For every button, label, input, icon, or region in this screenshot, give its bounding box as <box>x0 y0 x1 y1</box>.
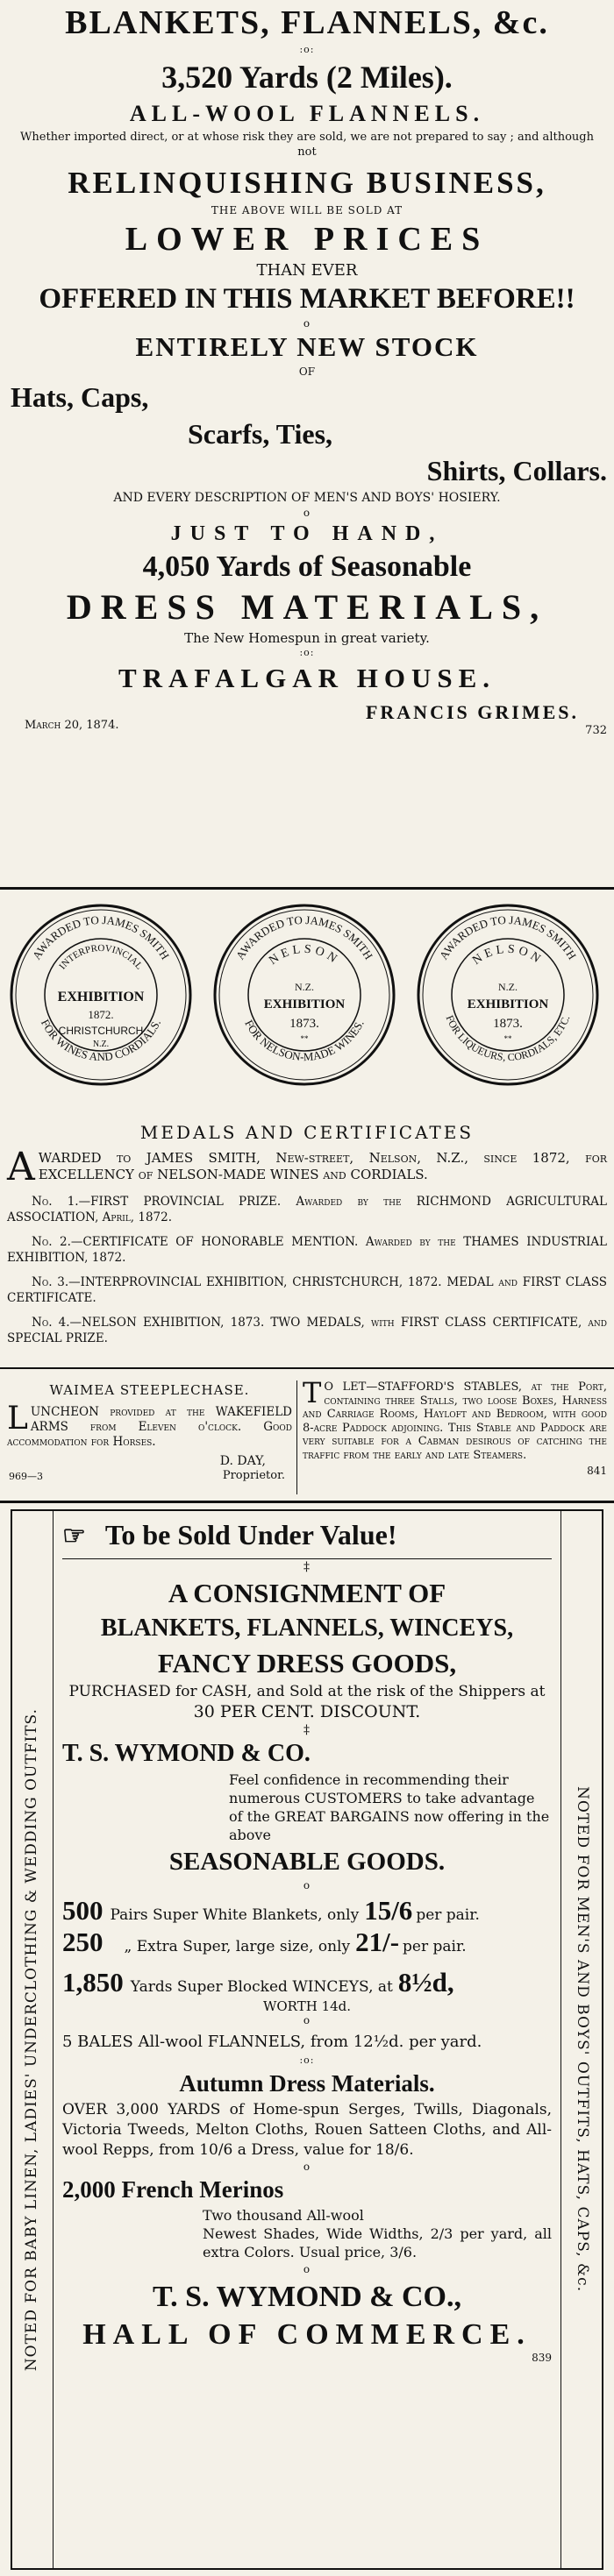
advert-james-smith-medals <box>7 894 607 1364</box>
medal-line1: N.Z. <box>295 981 314 993</box>
dress-materials: DRESS MATERIALS, <box>66 587 548 627</box>
medal-top-text: AWARDED TO JAMES SMITH <box>436 912 580 962</box>
column-divider <box>296 1380 297 1494</box>
medal-line3: 1873. <box>493 1017 523 1031</box>
feel-text: Feel confidence in recommending their numerous CUSTOMERS to take advantage of the GREAT BARGAINS now offering in the above <box>229 1771 550 1843</box>
luncheon-text: UNCHEON provided at the WAKEFIELD ARMS from Eleven o'clock. Good accommodation for Horses. <box>7 1405 292 1449</box>
trafalgar-house: TRAFALGAR HOUSE. <box>118 663 496 693</box>
ornament: o <box>303 317 311 330</box>
medal-line2: EXHIBITION <box>467 997 549 1011</box>
ornament: :o: <box>299 44 315 55</box>
newest-text: Newest Shades, Wide Widths, 2/3 per yard, all extra Colors. Usual price, 3/6. <box>203 2225 552 2260</box>
purchased-text: PURCHASED for CASH, and Sold at the risk of the Shippers at <box>68 1683 546 1700</box>
offered-text: OFFERED IN THIS MARKET BEFORE!! <box>39 283 575 315</box>
main-column <box>53 1511 561 2568</box>
ornament: :o: <box>299 647 315 658</box>
yards-seasonable: 4,050 Yards of Seasonable <box>142 550 472 583</box>
bales-text: 5 BALES All-wool FLANNELS, from 12½d. per yard. <box>62 2033 482 2051</box>
medal-line3: CHRISTCHURCH <box>58 1025 144 1037</box>
medal-nelson-wines <box>212 903 396 1087</box>
medal-mid-text: INTERPROVINCIAL <box>57 942 145 972</box>
ad-number: 841 <box>587 1464 607 1477</box>
medal-bottom-text: FOR WINES AND CORDIALS. <box>38 1017 164 1064</box>
fancy-dress-goods: FANCY DRESS GOODS, <box>157 1648 457 1678</box>
medal-mid-text: NELSON <box>267 942 342 969</box>
ad-number: 839 <box>532 2352 552 2364</box>
luncheon-paragraph <box>7 1401 292 1450</box>
medal-interprovincial <box>9 903 193 1087</box>
ornament: ‡ <box>303 1560 311 1574</box>
autumn-heading: Autumn Dress Materials. <box>179 2070 435 2097</box>
medal-line4: N.Z. <box>92 1040 110 1049</box>
medal-line4: ** <box>503 1034 512 1043</box>
item-price: 21/- <box>355 1927 400 1957</box>
medal-mid-text: NELSON <box>470 942 546 969</box>
medal-bottom-text: FOR NELSON-MADE WINES. <box>242 1018 367 1064</box>
worth-text: WORTH 14d. <box>262 1998 352 2014</box>
advert-waimea-steeplechase <box>7 1380 292 1490</box>
above-text: THE ABOVE WILL BE SOLD AT <box>211 204 403 216</box>
medal-bottom-text: FOR LIQUEURS, CORDIALS, ETC. <box>443 1013 573 1064</box>
proprietor: Proprietor. <box>222 1469 285 1482</box>
seasonable-goods: SEASONABLE GOODS. <box>168 1848 446 1876</box>
discount-text: 30 PER CENT. DISCOUNT. <box>193 1702 421 1721</box>
item-unit: per pair. <box>403 1938 467 1955</box>
just-to-hand: JUST TO HAND, <box>170 522 444 545</box>
to-let-paragraph <box>303 1376 607 1463</box>
awarded-text: WARDED to JAMES SMITH, New-street, Nelson, N.Z., since 1872, for EXCELLENCY of NELSON-MADE WINES and CORDIALS. <box>38 1150 607 1182</box>
signature: D. DAY, <box>219 1454 266 1468</box>
ad-number: 732 <box>585 724 607 737</box>
item-winceys <box>62 1967 552 1998</box>
entirely-new-stock: ENTIRELY NEW STOCK <box>135 331 479 362</box>
advert-to-let-stables <box>303 1376 607 1490</box>
medal-top-text: AWARDED TO JAMES SMITH <box>29 912 173 962</box>
every-description: AND EVERY DESCRIPTION OF MEN'S AND BOYS' HOSIERY. <box>113 491 501 505</box>
ornament: ‡ <box>303 1723 311 1737</box>
item-unit: per pair. <box>416 1906 480 1924</box>
advert-wymond-hall-of-commerce <box>11 1509 603 2570</box>
to-let-text: O LET—STAFFORD'S STABLES, at the Port, containing three Stalls, two loose Boxes, Harness and Carriage Rooms, Hayloft and Bedroom, with good 8-acre Paddock adjoining. This Stable and Paddock are very suitable for a Cabman desirous of catching the traffic from the early and late Steamers. <box>303 1380 607 1462</box>
item-desc: Yards Super Blocked WINCEYS, at <box>130 1978 393 1996</box>
medal-line3: 1873. <box>289 1017 319 1031</box>
item-blankets-500 <box>62 1895 552 1927</box>
whether-text: Whether imported direct, or at whose risk they are sold, we are not prepared to say ; and although not <box>20 131 594 159</box>
item-qty: 500 <box>62 1895 104 1926</box>
item-price: 15/6 <box>364 1895 413 1926</box>
medal-line1: EXHIBITION <box>57 990 145 1004</box>
advert-trafalgar-house <box>7 0 607 887</box>
shirts-collars: Shirts, Collars. <box>426 455 607 486</box>
ornament: o <box>303 2263 311 2275</box>
medal-line2: 1872. <box>88 1008 114 1021</box>
yards-heading: 3,520 Yards (2 Miles). <box>161 60 453 95</box>
ornament: o <box>303 507 311 519</box>
lower-prices: LOWER PRICES <box>125 221 489 258</box>
medal-nelson-liqueurs <box>416 903 600 1087</box>
medal-top-text: AWARDED TO JAMES SMITH <box>232 912 376 962</box>
item-qty: 250 <box>62 1927 104 1957</box>
pointing-hand-icon: ☞ <box>62 1522 86 1551</box>
medal-line2: EXHIBITION <box>263 997 346 1011</box>
divider <box>0 1367 614 1369</box>
over-text: OVER 3,000 YARDS of Home-spun Serges, Twills, Diagonals, Victoria Tweeds, Melton Cloths, Rouen Satteen Cloths, and All-wool Repps, from 10/6 a Dress, value for 18/6. <box>62 2101 552 2159</box>
hats-caps: Hats, Caps, <box>11 381 149 413</box>
drop-initial: T <box>303 1376 322 1409</box>
title: To be Sold Under Value! <box>104 1519 397 1551</box>
ornament: o <box>303 1879 311 1891</box>
relinquishing-business: RELINQUISHING BUSINESS, <box>68 166 546 200</box>
date: March 20, 1874. <box>25 719 119 732</box>
item-price: 8½d, <box>397 1967 454 1998</box>
item-qty: 1,850 <box>62 1967 124 1998</box>
than-ever: THAN EVER <box>256 261 358 280</box>
of-text: OF <box>298 365 316 378</box>
item-blankets-250 <box>62 1927 552 1958</box>
medals-heading: MEDALS AND CERTIFICATES <box>139 1122 475 1143</box>
drop-initial: A <box>7 1145 35 1189</box>
award-item-2: No. 2.—CERTIFICATE OF HONORABLE MENTION. Awarded by the THAMES INDUSTRIAL EXHIBITION, 1872. <box>7 1235 607 1265</box>
signature: FRANCIS GRIMES. <box>365 701 579 723</box>
ornament: :o: <box>299 2054 315 2066</box>
all-wool-flannels: ALL-WOOL FLANNELS. <box>129 101 485 126</box>
drop-initial: L <box>7 1401 28 1437</box>
divider <box>0 887 614 890</box>
scarfs-ties: Scarfs, Ties, <box>188 418 333 450</box>
title-row <box>62 1515 552 1557</box>
merinos-heading: 2,000 French Merinos <box>62 2176 284 2203</box>
hall-of-commerce: HALL OF COMMERCE. <box>82 2318 532 2351</box>
headline: BLANKETS, FLANNELS, &c. <box>65 4 549 41</box>
divider <box>0 1501 614 1503</box>
item-desc: Pairs Super White Blankets, only <box>110 1906 360 1924</box>
right-vertical-banner <box>563 1511 602 2568</box>
award-item-3: No. 3.—INTERPROVINCIAL EXHIBITION, CHRISTCHURCH, 1872. MEDAL and FIRST CLASS CERTIFICATE. <box>7 1275 607 1305</box>
ad-number: 969—3 <box>9 1471 43 1482</box>
footer-wymond: T. S. WYMOND & CO., <box>153 2281 461 2313</box>
wymond-name: T. S. WYMOND & CO. <box>62 1740 311 1767</box>
left-vertical-banner <box>12 1511 51 2568</box>
steeplechase-title: WAIMEA STEEPLECHASE. <box>49 1382 250 1398</box>
ornament: o <box>303 2014 311 2026</box>
right-vertical-text: NOTED FOR MEN'S AND BOYS' OUTFITS, HATS, CAPS, &c. <box>574 1786 591 2293</box>
awarded-paragraph <box>7 1145 607 1189</box>
item-desc: „ Extra Super, large size, only <box>124 1938 351 1955</box>
two-thousand: Two thousand All-wool <box>203 2207 364 2224</box>
ornament: o <box>303 2161 311 2173</box>
homespun-text: The New Homespun in great variety. <box>184 630 430 646</box>
blankets-line: BLANKETS, FLANNELS, WINCEYS, <box>100 1614 514 1642</box>
consignment: A CONSIGNMENT OF <box>168 1578 446 1608</box>
left-vertical-text: NOTED FOR BABY LINEN, LADIES' UNDERCLOTHING & WEDDING OUTFITS. <box>23 1707 40 2372</box>
medal-line1: N.Z. <box>498 981 518 993</box>
signature-row <box>7 698 607 742</box>
award-item-4: No. 4.—NELSON EXHIBITION, 1873. TWO MEDALS, with FIRST CLASS CERTIFICATE, and SPECIAL PRIZE. <box>7 1316 607 1345</box>
medal-line4: ** <box>300 1034 309 1043</box>
signature-row <box>7 1469 292 1485</box>
award-item-1: No. 1.—FIRST PROVINCIAL PRIZE. Awarded by the RICHMOND AGRICULTURAL ASSOCIATION, April, 1872. <box>7 1195 607 1224</box>
